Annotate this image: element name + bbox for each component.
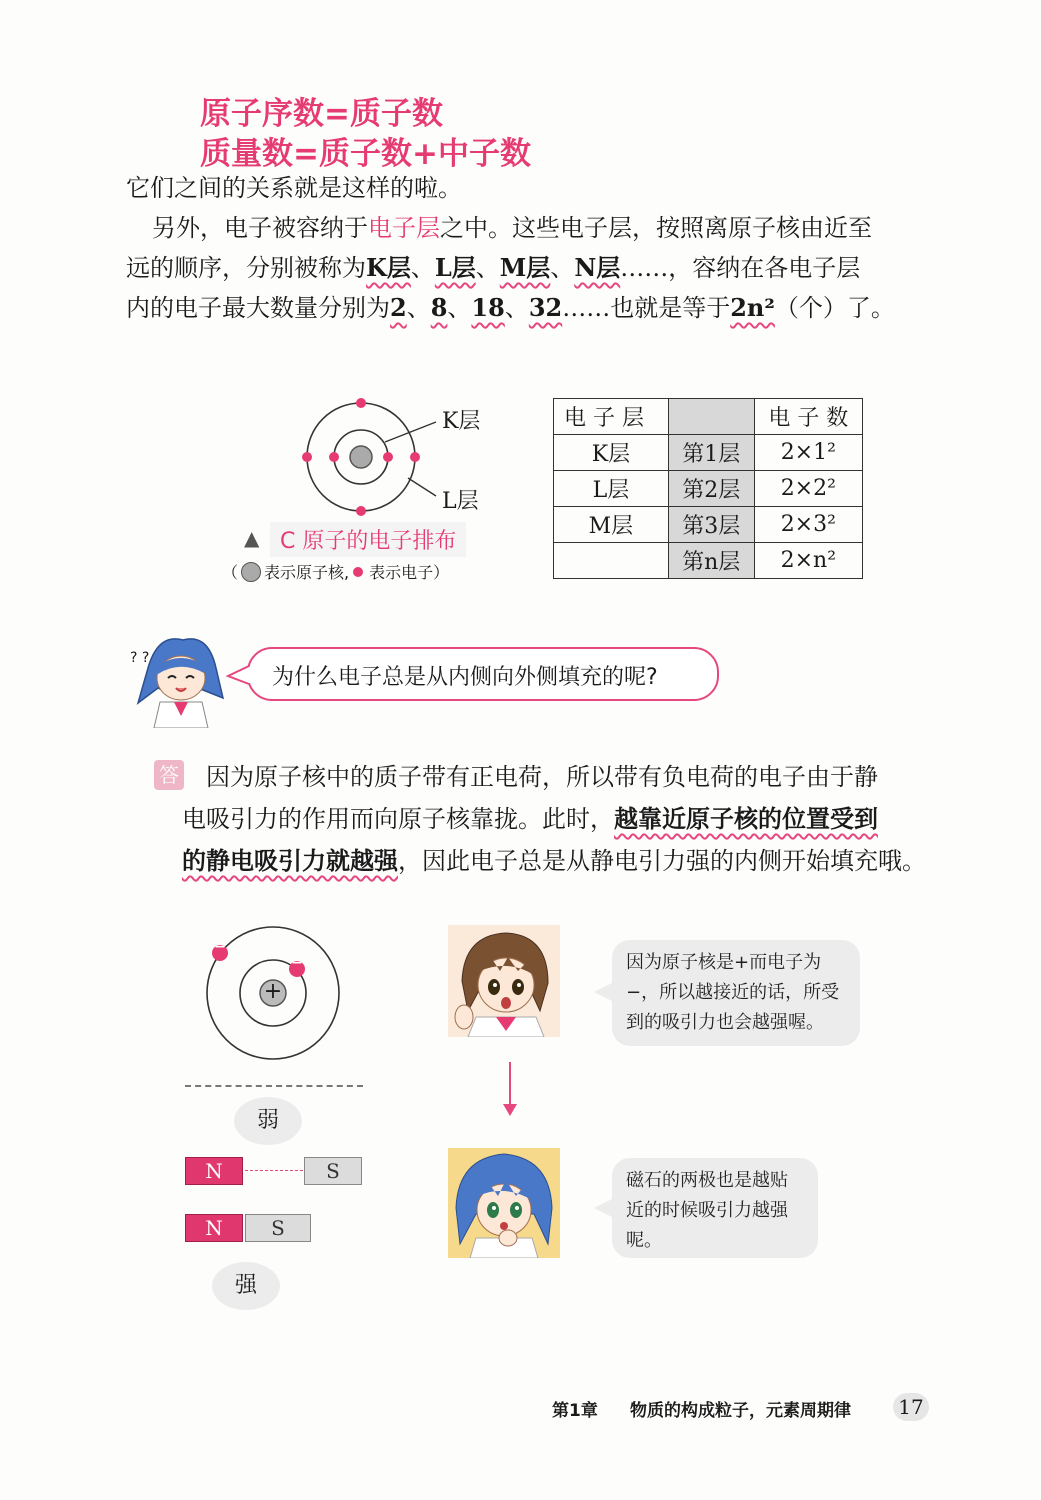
text-span: ……也就是等于 — [562, 294, 731, 322]
bubble-line: 到的吸引力也会越强喔。 — [626, 1012, 824, 1033]
formula-2n2: 2n² — [730, 293, 775, 322]
weak-label: 弱 — [234, 1097, 302, 1145]
triangle-marker: ▲ — [244, 526, 260, 550]
bubble-tail — [592, 980, 616, 1004]
diagram-caption: C 原子的电子排布 — [270, 522, 466, 557]
table-cell: K层 — [554, 435, 669, 471]
relation-line: 它们之间的关系就是这样的啦。 — [126, 174, 462, 202]
intro-paragraph — [126, 168, 946, 328]
table-row — [554, 543, 863, 579]
text-span: 另外，电子被容纳于 — [152, 214, 368, 242]
shell-table — [553, 398, 863, 579]
legend-electron-text: 表示电子） — [369, 563, 450, 582]
sep: 、 — [406, 294, 431, 322]
table-cell: 2×1² — [754, 435, 862, 471]
answer-badge: 答 — [154, 760, 184, 790]
down-arrow — [500, 1060, 520, 1120]
answer-line-1: 因为原子核中的质子带有正电荷，所以带有负电荷的电子由于静 — [206, 763, 878, 791]
speech-bubble-2 — [612, 1158, 818, 1258]
answer-line-2 — [182, 798, 982, 840]
magnet-s-pole: S — [304, 1157, 362, 1185]
answer-line-3 — [182, 840, 982, 882]
bubble-tail — [592, 1196, 616, 1220]
text-span: 之中。这些电子层，按照离原子核由近至 — [440, 214, 872, 242]
magnet-n-pole: N — [185, 1157, 243, 1185]
minus-sign: − — [214, 939, 226, 955]
sep: 、 — [447, 294, 472, 322]
table-cell: M层 — [554, 507, 669, 543]
count-8: 8 — [430, 293, 448, 322]
footer-chapter: 第1章 — [552, 1401, 598, 1421]
question-marks: ? ? — [130, 650, 150, 666]
emphasis-span: 越靠近原子核的位置受到 — [614, 804, 878, 833]
gap-line — [245, 1170, 303, 1171]
text-span: 内的电子最大数量分别为 — [126, 294, 390, 322]
bubble-line: 近的时候吸引力越强 — [626, 1200, 788, 1221]
text-span: （个）了。 — [774, 294, 895, 322]
table-cell: 第3层 — [668, 507, 754, 543]
count-18: 18 — [471, 293, 505, 322]
k-shell-label: K层 — [442, 409, 481, 434]
character-konata-illustration — [128, 628, 228, 728]
paren: （ — [222, 563, 239, 582]
magnet-s-pole: S — [245, 1214, 311, 1242]
l-shell-label: L层 — [442, 489, 479, 514]
plus-sign: + — [263, 979, 283, 1004]
l-pointer — [408, 478, 436, 496]
text-span: 远的顺序，分别被称为 — [126, 254, 366, 282]
sep: 、 — [410, 254, 435, 282]
nucleus — [350, 446, 372, 468]
table-cell: 2×n² — [754, 543, 862, 579]
count-32: 32 — [528, 293, 563, 322]
electron-icon — [353, 567, 363, 577]
para-line-2 — [126, 248, 946, 288]
table-row — [554, 435, 863, 471]
electron — [383, 452, 393, 462]
table-cell — [554, 543, 669, 579]
para-line-1 — [126, 208, 946, 248]
bubble-line: −，所以越接近的话，所受 — [626, 982, 840, 1003]
n-shell: N层 — [574, 253, 621, 282]
text-span: ……，容纳在各电子层 — [620, 254, 861, 282]
header-cell: 电 子 数 — [754, 399, 862, 435]
sep: 、 — [504, 294, 529, 322]
speech-bubble-1 — [612, 940, 860, 1046]
minus-sign: − — [291, 955, 303, 971]
k-shell: K层 — [366, 253, 411, 282]
electron — [356, 398, 366, 408]
formula-atomic-number: 原子序数=质子数 — [200, 96, 443, 132]
header-cell — [668, 399, 754, 435]
text-span: ，因此电子总是从静电引力强的内侧开始填充哦。 — [398, 847, 926, 875]
table-row — [554, 507, 863, 543]
sep: 、 — [550, 254, 575, 282]
electron — [356, 506, 366, 516]
table-cell: 2×3² — [754, 507, 862, 543]
divider — [185, 1085, 363, 1087]
diagram-legend — [222, 560, 449, 583]
l-shell: L层 — [434, 253, 476, 282]
magnet-n-pole: N — [185, 1214, 243, 1242]
m-shell: M层 — [499, 253, 551, 282]
header-cell: 电 子 层 — [554, 399, 669, 435]
character-konata-illustration — [448, 1148, 560, 1258]
bubble-line: 磁石的两极也是越贴 — [626, 1170, 788, 1191]
electron — [410, 452, 420, 462]
page-number: 17 — [893, 1393, 929, 1421]
nucleus-icon — [241, 562, 261, 582]
strong-label: 强 — [212, 1262, 280, 1310]
shell-term: 电子层 — [368, 214, 440, 242]
bubble-line: 因为原子核是+而电子为 — [626, 952, 822, 973]
electron — [302, 452, 312, 462]
bubble-line: 呢。 — [626, 1230, 662, 1251]
table-cell: L层 — [554, 471, 669, 507]
table-cell: 2×2² — [754, 471, 862, 507]
sep: 、 — [475, 254, 500, 282]
character-misao-illustration — [448, 925, 560, 1037]
footer-title: 物质的构成粒子，元素周期律 — [630, 1401, 851, 1421]
emphasis-span: 的静电吸引力就越强 — [182, 846, 398, 875]
table-header-row — [554, 399, 863, 435]
table-row — [554, 471, 863, 507]
count-2: 2 — [390, 293, 407, 322]
table-cell: 第n层 — [668, 543, 754, 579]
answer-paragraph — [182, 756, 982, 882]
legend-nucleus-text: 表示原子核, — [264, 563, 350, 582]
text-span: 电吸引力的作用而向原子核靠拢。此时， — [182, 805, 614, 833]
para-line-3 — [126, 288, 946, 328]
table-cell: 第2层 — [668, 471, 754, 507]
formula-mass-number: 质量数=质子数+中子数 — [200, 136, 531, 172]
table-cell: 第1层 — [668, 435, 754, 471]
k-pointer — [385, 422, 436, 442]
question-text: 为什么电子总是从内侧向外侧填充的呢? — [272, 665, 658, 690]
electron — [329, 452, 339, 462]
